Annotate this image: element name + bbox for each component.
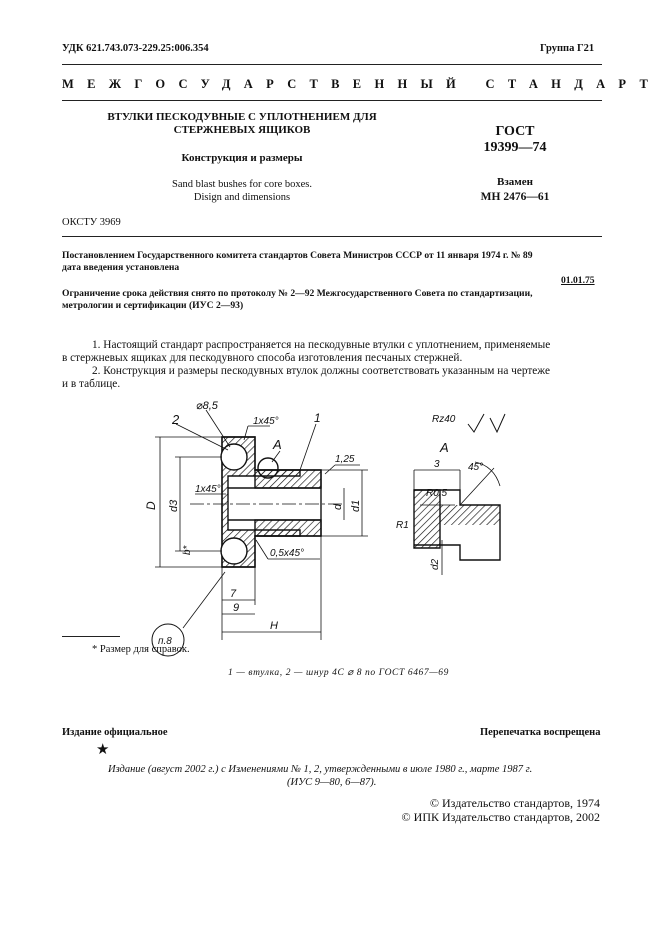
svg-text:A: A — [273, 437, 282, 452]
svg-text:d1: d1 — [350, 499, 362, 512]
group-code: Группа Г21 — [540, 43, 595, 54]
copyright-1974: © Издательство стандартов, 1974 — [429, 796, 600, 810]
official-edition: Издание официальное — [62, 727, 168, 738]
paragraph-2-line1: 2. Конструкция и размеры пескодувных втулок должны соответствовать указанным на чертеже — [92, 365, 550, 377]
svg-text:d3: d3 — [168, 499, 180, 512]
bush-section — [190, 437, 345, 567]
paragraph-1-line2: в стержневых ящиках для пескодувного способа изготовления песчаных стержней. — [62, 352, 463, 364]
introduction-date: 01.01.75 — [561, 275, 595, 286]
svg-text:d: d — [332, 503, 344, 510]
oksty-code: ОКСТУ 3969 — [62, 217, 121, 228]
edition-line2: (ИУС 9—80, 6—87). — [287, 777, 377, 788]
svg-text:1x45°: 1x45° — [253, 416, 279, 427]
replaces-label: Взамен — [497, 176, 533, 188]
copyright-2002: © ИПК Издательство стандартов, 2002 — [401, 810, 600, 824]
drawing-caption: 1 — втулка, 2 — шнур 4С ⌀ 8 по ГОСТ 6467—69 — [228, 668, 449, 678]
svg-text:п.8: п.8 — [158, 636, 172, 647]
svg-text:2: 2 — [172, 412, 180, 427]
footnote-rule — [62, 636, 120, 637]
svg-text:D: D — [144, 501, 158, 510]
udk-code: УДК 621.743.073-229.25:006.354 — [62, 43, 209, 54]
english-title-line2: Disign and dimensions — [193, 192, 291, 203]
svg-text:H: H — [270, 620, 278, 632]
footnote: * Размер для справок. — [92, 644, 190, 655]
svg-text:3: 3 — [434, 459, 440, 470]
svg-text:7: 7 — [230, 588, 237, 600]
title-line2: СТЕРЖНЕВЫХ ЯЩИКОВ — [173, 124, 311, 136]
svg-text:Rz40: Rz40 — [432, 414, 456, 425]
reprint-prohibited: Перепечатка воспрещена — [480, 727, 601, 738]
svg-text:1x45°: 1x45° — [195, 484, 221, 495]
star-mark: ★ — [96, 742, 110, 758]
svg-text:1: 1 — [314, 411, 321, 425]
svg-text:A: A — [440, 440, 449, 455]
svg-text:45°: 45° — [468, 462, 484, 473]
decree-line1: Постановлением Государственного комитета стандартов Совета Министров СССР от 11 января 1974 г. № 89 — [62, 250, 533, 261]
paragraph-1-line1: 1. Настоящий стандарт распространяется на пескодувные втулки с уплотнением, применяемые — [92, 339, 551, 351]
svg-text:⌀8,5: ⌀8,5 — [196, 400, 218, 412]
replaces-value: МН 2476—61 — [480, 191, 550, 203]
svg-text:R0,5: R0,5 — [426, 488, 448, 499]
gost-label: ГОСТ — [495, 124, 535, 139]
limit-line2: метрологии и сертификации (ИУС 2—93) — [62, 300, 244, 311]
decree-line2: дата введения установлена — [62, 262, 180, 273]
svg-text:9: 9 — [233, 602, 240, 614]
limit-line1: Ограничение срока действия снято по протоколу № 2—92 Межгосударственного Совета по стандартизации, — [62, 288, 533, 299]
svg-text:d2: d2 — [430, 558, 441, 570]
svg-text:R1: R1 — [396, 520, 409, 531]
title-line1: ВТУЛКИ ПЕСКОДУВНЫЕ С УПЛОТНЕНИЕМ ДЛЯ — [107, 111, 377, 123]
svg-text:0,5x45°: 0,5x45° — [270, 548, 305, 559]
standard-type: МЕЖГОСУДАРСТВЕННЫЙ СТАНДАРТ — [62, 77, 661, 91]
english-title-line1: Sand blast bushes for core boxes. — [172, 179, 312, 190]
svg-text:b*: b* — [182, 545, 193, 555]
gost-number: 19399—74 — [483, 140, 547, 155]
svg-text:1,25: 1,25 — [335, 454, 355, 465]
edition-line1: Издание (август 2002 г.) с Изменениями № 1, 2, утвержденными в июле 1980 г., марте 1987 г. — [108, 764, 533, 775]
subtitle: Конструкция и размеры — [181, 152, 303, 164]
paragraph-2-line2: и в таблице. — [62, 378, 121, 390]
